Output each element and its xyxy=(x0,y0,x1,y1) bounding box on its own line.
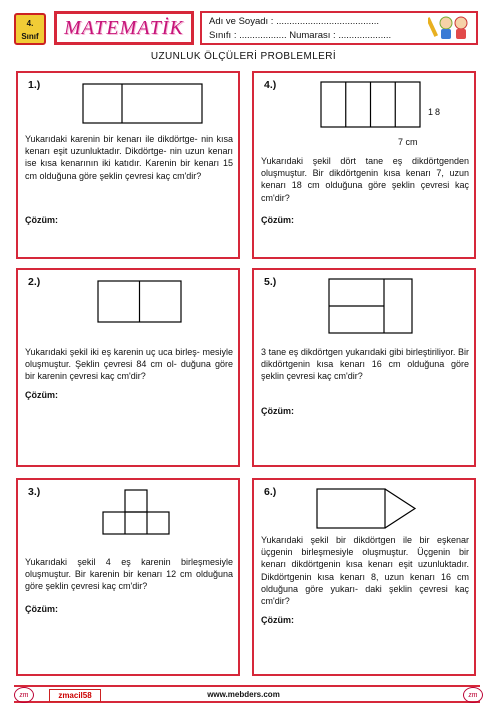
figure-two-squares xyxy=(97,280,183,324)
solution-label: Çözüm: xyxy=(261,406,294,416)
student-info-box xyxy=(200,11,478,45)
solution-label: Çözüm: xyxy=(25,215,58,225)
width-label: 7 cm xyxy=(398,137,418,147)
problem-box-5 xyxy=(252,268,476,467)
problem-box-6 xyxy=(252,478,476,676)
subject-title-box xyxy=(54,11,194,45)
solution-label: Çözüm: xyxy=(261,615,294,625)
class-number-field[interactable]: Sınıfı : .................. Numarası : .................... xyxy=(209,30,392,41)
grade-number: 4. xyxy=(26,19,34,28)
website-link[interactable]: www.mebders.com xyxy=(207,690,280,699)
figure-rectangle-triangle xyxy=(316,488,417,530)
problem-box-1 xyxy=(16,71,240,259)
solution-label: Çözüm: xyxy=(261,215,294,225)
left-logo: zm xyxy=(14,687,34,703)
right-logo: zm xyxy=(463,687,483,703)
name-field[interactable]: Adı ve Soyadı : ....................................... xyxy=(209,16,380,27)
problem-number: 3.) xyxy=(28,486,41,498)
problem-text: Yukarıdaki şekil 4 eş karenin birleşmesiyle oluşmuştur. Bir karenin bir kenarı 12 cm olduğuna göre şeklin çevresi kaç cm'dir? xyxy=(25,557,233,592)
problem-text: Yukarıdaki şekil bir dikdörtgen ile bir eşkenar üçgenin birleşmesiyle oluşmuştur. Üçgenin bir kenarı dikdörtgenin kısa kenarı eşit uzunluktadır. Dikdörtgenin kısa kenarı 8, uzun kenarı 16 cm olduğuna göre yukarı- daki şeklin çevresi kaç cm'dir? xyxy=(261,535,469,607)
figure-four-squares xyxy=(102,489,172,536)
problem-box-2 xyxy=(16,268,240,467)
figure-four-rectangles xyxy=(320,81,422,128)
problem-number: 2.) xyxy=(28,276,41,288)
solution-label: Çözüm: xyxy=(25,390,58,400)
problem-text: Yukarıdaki karenin bir kenarı ile dikdörtge- nin kısa kenarı eşit uzunluktadır. Dikdörtge- nin uzun kenarı ise kısa kenarının iki katıdır. Karenin bir kenarı 15 cm olduğuna göre şeklin çevresi kaç cm'dir? xyxy=(25,134,233,181)
problem-number: 1.) xyxy=(28,79,41,91)
students-illustration-icon xyxy=(428,14,472,42)
problem-text: Yukarıdaki şekil dört tane eş dikdörtgenden oluşmuştur. Bir dikdörtgenin kısa kenarı 7, uzun kenarı 18 cm olduğuna göre şeklin çevresi kaç cm'dir? xyxy=(261,156,469,203)
subject-title: MATEMATİK xyxy=(64,17,184,39)
height-label: 18 xyxy=(428,107,443,117)
document-code: zmacil58 xyxy=(49,689,101,702)
page-heading: UZUNLUK ÖLÇÜLERİ PROBLEMLERİ xyxy=(150,51,337,62)
problem-text: 3 tane eş dikdörtgen yukarıdaki gibi birleştiriliyor. Bir dikdörtgenin kısa kenarı 16 cm olduğuna göre şeklin çevresi kaç cm'dir? xyxy=(261,347,469,382)
problem-text: Yukarıdaki şekil iki eş karenin uç uca birleş- mesiyle oluşmuştur. Şeklin çevresi 84 cm ol- duğuna göre bir karenin çevresi kaç cm'dir? xyxy=(25,347,233,382)
problem-box-3 xyxy=(16,478,240,676)
figure-three-rectangles xyxy=(328,278,414,335)
figure-square-rectangle xyxy=(82,83,204,125)
problem-number: 4.) xyxy=(264,79,277,91)
problem-box-4 xyxy=(252,71,476,259)
grade-badge xyxy=(14,13,46,45)
solution-label: Çözüm: xyxy=(25,604,58,614)
grade-label: Sınıf xyxy=(21,32,39,41)
problem-number: 6.) xyxy=(264,486,277,498)
problem-number: 5.) xyxy=(264,276,277,288)
